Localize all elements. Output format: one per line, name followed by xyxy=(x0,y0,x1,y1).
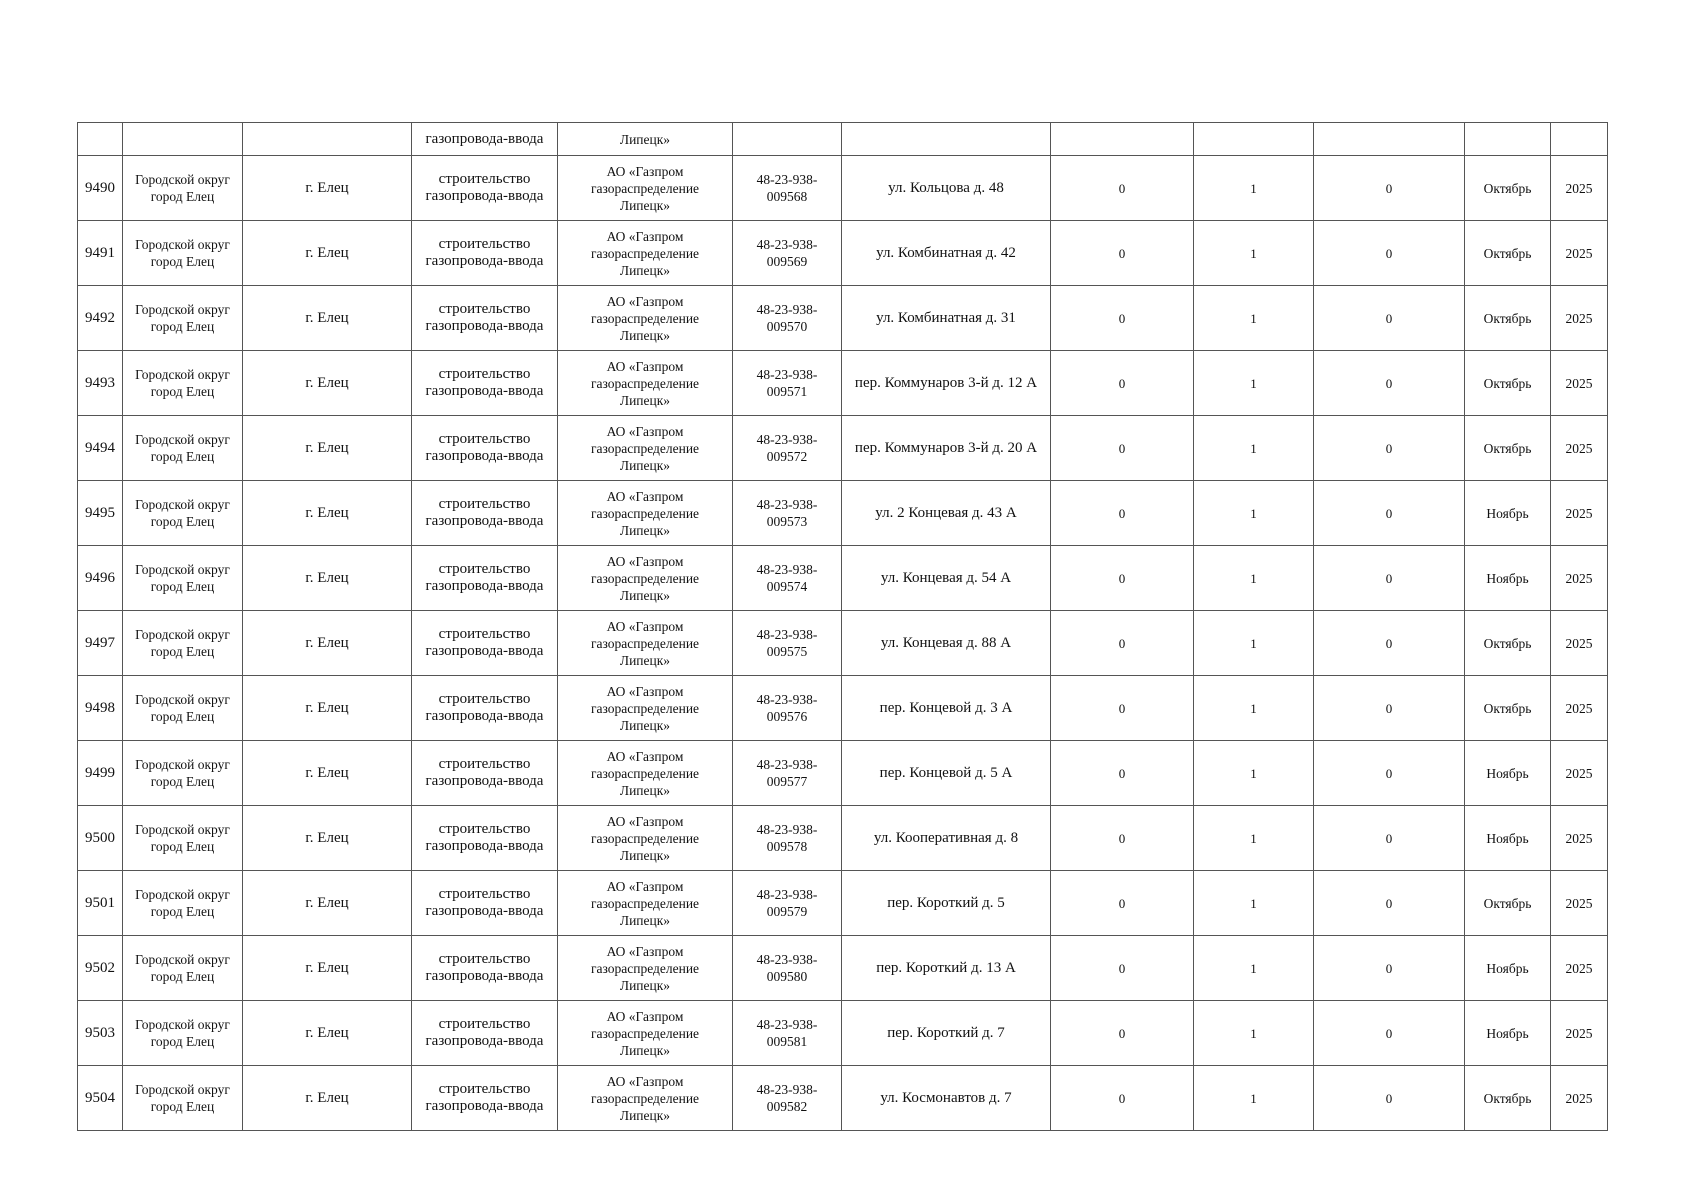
cell-city: г. Елец xyxy=(243,676,412,741)
cell-count-2: 1 xyxy=(1194,741,1314,806)
cell-work-type: строительство газопровода-ввода xyxy=(412,286,558,351)
cell-address: ул. Концевая д. 54 А xyxy=(842,546,1051,611)
table-row xyxy=(78,676,1608,741)
cell-count-1: 0 xyxy=(1051,416,1194,481)
cell-count-2: 1 xyxy=(1194,546,1314,611)
cell-city: г. Елец xyxy=(243,806,412,871)
cell-work-type: строительство газопровода-ввода xyxy=(412,1066,558,1131)
cell-count-3: 0 xyxy=(1314,416,1465,481)
cell-city: г. Елец xyxy=(243,611,412,676)
cell-year: 2025 xyxy=(1551,806,1608,871)
cell-code: 48-23-938- 009568 xyxy=(733,156,842,221)
cell-year: 2025 xyxy=(1551,1001,1608,1066)
cell-organization: АО «Газпром газораспределение Липецк» xyxy=(558,351,733,416)
cell-work-type: строительство газопровода-ввода xyxy=(412,481,558,546)
cell-count-1: 0 xyxy=(1051,546,1194,611)
cell-count-2: 1 xyxy=(1194,1066,1314,1131)
cell-organization: АО «Газпром газораспределение Липецк» xyxy=(558,156,733,221)
table-row xyxy=(78,481,1608,546)
cell-number: 9502 xyxy=(78,936,123,1001)
cell-organization: АО «Газпром газораспределение Липецк» xyxy=(558,936,733,1001)
cell-address xyxy=(842,123,1051,156)
cell-district: Городской округ город Елец xyxy=(123,286,243,351)
cell-count-1: 0 xyxy=(1051,806,1194,871)
cell-work-type: строительство газопровода-ввода xyxy=(412,806,558,871)
cell-district: Городской округ город Елец xyxy=(123,546,243,611)
cell-count-2: 1 xyxy=(1194,156,1314,221)
cell-organization: АО «Газпром газораспределение Липецк» xyxy=(558,286,733,351)
cell-year: 2025 xyxy=(1551,1066,1608,1131)
cell-count-1 xyxy=(1051,123,1194,156)
table-row-continuation xyxy=(78,123,1608,156)
cell-organization: АО «Газпром газораспределение Липецк» xyxy=(558,611,733,676)
cell-city xyxy=(243,123,412,156)
cell-number: 9494 xyxy=(78,416,123,481)
cell-organization: АО «Газпром газораспределение Липецк» xyxy=(558,1066,733,1131)
cell-count-3: 0 xyxy=(1314,806,1465,871)
cell-code: 48-23-938- 009572 xyxy=(733,416,842,481)
cell-count-2: 1 xyxy=(1194,481,1314,546)
cell-city: г. Елец xyxy=(243,286,412,351)
cell-count-2 xyxy=(1194,123,1314,156)
cell-count-3: 0 xyxy=(1314,546,1465,611)
cell-count-3: 0 xyxy=(1314,676,1465,741)
cell-district: Городской округ город Елец xyxy=(123,936,243,1001)
cell-number xyxy=(78,123,123,156)
table-row xyxy=(78,286,1608,351)
cell-organization: АО «Газпром газораспределение Липецк» xyxy=(558,1001,733,1066)
cell-city: г. Елец xyxy=(243,1001,412,1066)
cell-count-3: 0 xyxy=(1314,1001,1465,1066)
cell-code: 48-23-938- 009576 xyxy=(733,676,842,741)
cell-month: Октябрь xyxy=(1465,286,1551,351)
cell-organization: АО «Газпром газораспределение Липецк» xyxy=(558,741,733,806)
cell-city: г. Елец xyxy=(243,1066,412,1131)
table-row xyxy=(78,611,1608,676)
cell-month: Ноябрь xyxy=(1465,741,1551,806)
cell-code: 48-23-938- 009575 xyxy=(733,611,842,676)
cell-number: 9499 xyxy=(78,741,123,806)
cell-month: Октябрь xyxy=(1465,221,1551,286)
cell-number: 9490 xyxy=(78,156,123,221)
cell-city: г. Елец xyxy=(243,936,412,1001)
cell-count-1: 0 xyxy=(1051,351,1194,416)
cell-district: Городской округ город Елец xyxy=(123,351,243,416)
cell-year: 2025 xyxy=(1551,936,1608,1001)
cell-month: Ноябрь xyxy=(1465,546,1551,611)
cell-month: Октябрь xyxy=(1465,156,1551,221)
cell-work-type: строительство газопровода-ввода xyxy=(412,546,558,611)
cell-work-type: строительство газопровода-ввода xyxy=(412,351,558,416)
cell-organization: АО «Газпром газораспределение Липецк» xyxy=(558,546,733,611)
cell-city: г. Елец xyxy=(243,871,412,936)
cell-district: Городской округ город Елец xyxy=(123,481,243,546)
cell-work-type: строительство газопровода-ввода xyxy=(412,156,558,221)
cell-district: Городской округ город Елец xyxy=(123,1001,243,1066)
cell-work-type: строительство газопровода-ввода xyxy=(412,611,558,676)
cell-count-1: 0 xyxy=(1051,221,1194,286)
cell-district: Городской округ город Елец xyxy=(123,416,243,481)
cell-year: 2025 xyxy=(1551,156,1608,221)
cell-code: 48-23-938- 009579 xyxy=(733,871,842,936)
cell-year: 2025 xyxy=(1551,871,1608,936)
cell-address: пер. Коммунаров 3-й д. 12 А xyxy=(842,351,1051,416)
cell-code: 48-23-938- 009574 xyxy=(733,546,842,611)
table-row xyxy=(78,806,1608,871)
cell-code: 48-23-938- 009573 xyxy=(733,481,842,546)
cell-address: ул. Космонавтов д. 7 xyxy=(842,1066,1051,1131)
cell-code: 48-23-938- 009571 xyxy=(733,351,842,416)
cell-organization: АО «Газпром газораспределение Липецк» xyxy=(558,871,733,936)
cell-month: Октябрь xyxy=(1465,351,1551,416)
cell-year: 2025 xyxy=(1551,221,1608,286)
cell-work-type: строительство газопровода-ввода xyxy=(412,871,558,936)
cell-work-type: строительство газопровода-ввода xyxy=(412,416,558,481)
cell-count-3: 0 xyxy=(1314,351,1465,416)
cell-organization: АО «Газпром газораспределение Липецк» xyxy=(558,676,733,741)
cell-organization: АО «Газпром газораспределение Липецк» xyxy=(558,481,733,546)
cell-year: 2025 xyxy=(1551,676,1608,741)
cell-count-2: 1 xyxy=(1194,416,1314,481)
cell-organization: АО «Газпром газораспределение Липецк» xyxy=(558,221,733,286)
table-row xyxy=(78,416,1608,481)
cell-number: 9503 xyxy=(78,1001,123,1066)
cell-address: ул. Кольцова д. 48 xyxy=(842,156,1051,221)
gas-connection-schedule-table xyxy=(77,122,1608,1131)
cell-number: 9504 xyxy=(78,1066,123,1131)
cell-count-1: 0 xyxy=(1051,481,1194,546)
cell-number: 9500 xyxy=(78,806,123,871)
cell-code: 48-23-938- 009580 xyxy=(733,936,842,1001)
cell-number: 9492 xyxy=(78,286,123,351)
cell-count-2: 1 xyxy=(1194,286,1314,351)
cell-work-type: строительство газопровода-ввода xyxy=(412,741,558,806)
cell-district: Городской округ город Елец xyxy=(123,806,243,871)
cell-district: Городской округ город Елец xyxy=(123,221,243,286)
cell-month: Ноябрь xyxy=(1465,481,1551,546)
cell-district: Городской округ город Елец xyxy=(123,871,243,936)
cell-number: 9501 xyxy=(78,871,123,936)
cell-month: Октябрь xyxy=(1465,871,1551,936)
table-row xyxy=(78,936,1608,1001)
cell-count-2: 1 xyxy=(1194,221,1314,286)
cell-count-3: 0 xyxy=(1314,741,1465,806)
cell-count-3 xyxy=(1314,123,1465,156)
table-row xyxy=(78,156,1608,221)
cell-district: Городской округ город Елец xyxy=(123,741,243,806)
cell-year: 2025 xyxy=(1551,286,1608,351)
cell-month: Октябрь xyxy=(1465,1066,1551,1131)
cell-month xyxy=(1465,123,1551,156)
cell-code xyxy=(733,123,842,156)
table-row xyxy=(78,221,1608,286)
cell-month: Ноябрь xyxy=(1465,1001,1551,1066)
cell-city: г. Елец xyxy=(243,351,412,416)
cell-code: 48-23-938- 009570 xyxy=(733,286,842,351)
cell-count-3: 0 xyxy=(1314,481,1465,546)
cell-work-type: строительство газопровода-ввода xyxy=(412,1001,558,1066)
cell-organization: Липецк» xyxy=(558,123,733,156)
cell-code: 48-23-938- 009578 xyxy=(733,806,842,871)
cell-count-2: 1 xyxy=(1194,351,1314,416)
cell-count-1: 0 xyxy=(1051,611,1194,676)
cell-district: Городской округ город Елец xyxy=(123,156,243,221)
cell-count-3: 0 xyxy=(1314,221,1465,286)
cell-count-1: 0 xyxy=(1051,741,1194,806)
cell-count-3: 0 xyxy=(1314,611,1465,676)
table-row xyxy=(78,351,1608,416)
cell-number: 9491 xyxy=(78,221,123,286)
cell-code: 48-23-938- 009582 xyxy=(733,1066,842,1131)
cell-number: 9493 xyxy=(78,351,123,416)
cell-count-3: 0 xyxy=(1314,156,1465,221)
cell-count-1: 0 xyxy=(1051,286,1194,351)
cell-district: Городской округ город Елец xyxy=(123,676,243,741)
cell-address: ул. Комбинатная д. 31 xyxy=(842,286,1051,351)
cell-year: 2025 xyxy=(1551,416,1608,481)
cell-address: ул. Комбинатная д. 42 xyxy=(842,221,1051,286)
cell-work-type: строительство газопровода-ввода xyxy=(412,676,558,741)
cell-code: 48-23-938- 009569 xyxy=(733,221,842,286)
cell-city: г. Елец xyxy=(243,741,412,806)
cell-count-3: 0 xyxy=(1314,286,1465,351)
cell-address: ул. Кооперативная д. 8 xyxy=(842,806,1051,871)
cell-work-type: газопровода-ввода xyxy=(412,123,558,156)
cell-month: Ноябрь xyxy=(1465,936,1551,1001)
cell-month: Октябрь xyxy=(1465,416,1551,481)
cell-organization: АО «Газпром газораспределение Липецк» xyxy=(558,416,733,481)
table-row xyxy=(78,741,1608,806)
cell-count-2: 1 xyxy=(1194,1001,1314,1066)
cell-count-3: 0 xyxy=(1314,936,1465,1001)
cell-city: г. Елец xyxy=(243,221,412,286)
table-row xyxy=(78,1001,1608,1066)
cell-city: г. Елец xyxy=(243,481,412,546)
cell-address: пер. Коммунаров 3-й д. 20 А xyxy=(842,416,1051,481)
cell-code: 48-23-938- 009577 xyxy=(733,741,842,806)
cell-count-1: 0 xyxy=(1051,936,1194,1001)
cell-count-1: 0 xyxy=(1051,156,1194,221)
cell-count-2: 1 xyxy=(1194,611,1314,676)
cell-address: ул. Концевая д. 88 А xyxy=(842,611,1051,676)
cell-number: 9496 xyxy=(78,546,123,611)
cell-address: пер. Короткий д. 7 xyxy=(842,1001,1051,1066)
cell-address: пер. Короткий д. 5 xyxy=(842,871,1051,936)
cell-year: 2025 xyxy=(1551,611,1608,676)
cell-count-2: 1 xyxy=(1194,936,1314,1001)
cell-count-3: 0 xyxy=(1314,1066,1465,1131)
table-row xyxy=(78,1066,1608,1131)
cell-count-2: 1 xyxy=(1194,871,1314,936)
cell-number: 9497 xyxy=(78,611,123,676)
cell-city: г. Елец xyxy=(243,416,412,481)
cell-address: пер. Концевой д. 5 А xyxy=(842,741,1051,806)
cell-month: Октябрь xyxy=(1465,676,1551,741)
cell-count-3: 0 xyxy=(1314,871,1465,936)
cell-address: пер. Короткий д. 13 А xyxy=(842,936,1051,1001)
cell-work-type: строительство газопровода-ввода xyxy=(412,221,558,286)
cell-city: г. Елец xyxy=(243,546,412,611)
cell-month: Октябрь xyxy=(1465,611,1551,676)
cell-count-2: 1 xyxy=(1194,676,1314,741)
table-body xyxy=(78,123,1608,1131)
cell-district: Городской округ город Елец xyxy=(123,611,243,676)
cell-year: 2025 xyxy=(1551,546,1608,611)
cell-number: 9495 xyxy=(78,481,123,546)
table-row xyxy=(78,546,1608,611)
table-row xyxy=(78,871,1608,936)
cell-count-1: 0 xyxy=(1051,1001,1194,1066)
cell-number: 9498 xyxy=(78,676,123,741)
cell-code: 48-23-938- 009581 xyxy=(733,1001,842,1066)
cell-address: пер. Концевой д. 3 А xyxy=(842,676,1051,741)
cell-count-1: 0 xyxy=(1051,1066,1194,1131)
cell-year xyxy=(1551,123,1608,156)
cell-count-1: 0 xyxy=(1051,871,1194,936)
cell-work-type: строительство газопровода-ввода xyxy=(412,936,558,1001)
cell-district: Городской округ город Елец xyxy=(123,1066,243,1131)
cell-address: ул. 2 Концевая д. 43 А xyxy=(842,481,1051,546)
cell-organization: АО «Газпром газораспределение Липецк» xyxy=(558,806,733,871)
cell-year: 2025 xyxy=(1551,351,1608,416)
cell-count-2: 1 xyxy=(1194,806,1314,871)
cell-month: Ноябрь xyxy=(1465,806,1551,871)
cell-district xyxy=(123,123,243,156)
cell-year: 2025 xyxy=(1551,741,1608,806)
cell-count-1: 0 xyxy=(1051,676,1194,741)
cell-city: г. Елец xyxy=(243,156,412,221)
cell-year: 2025 xyxy=(1551,481,1608,546)
